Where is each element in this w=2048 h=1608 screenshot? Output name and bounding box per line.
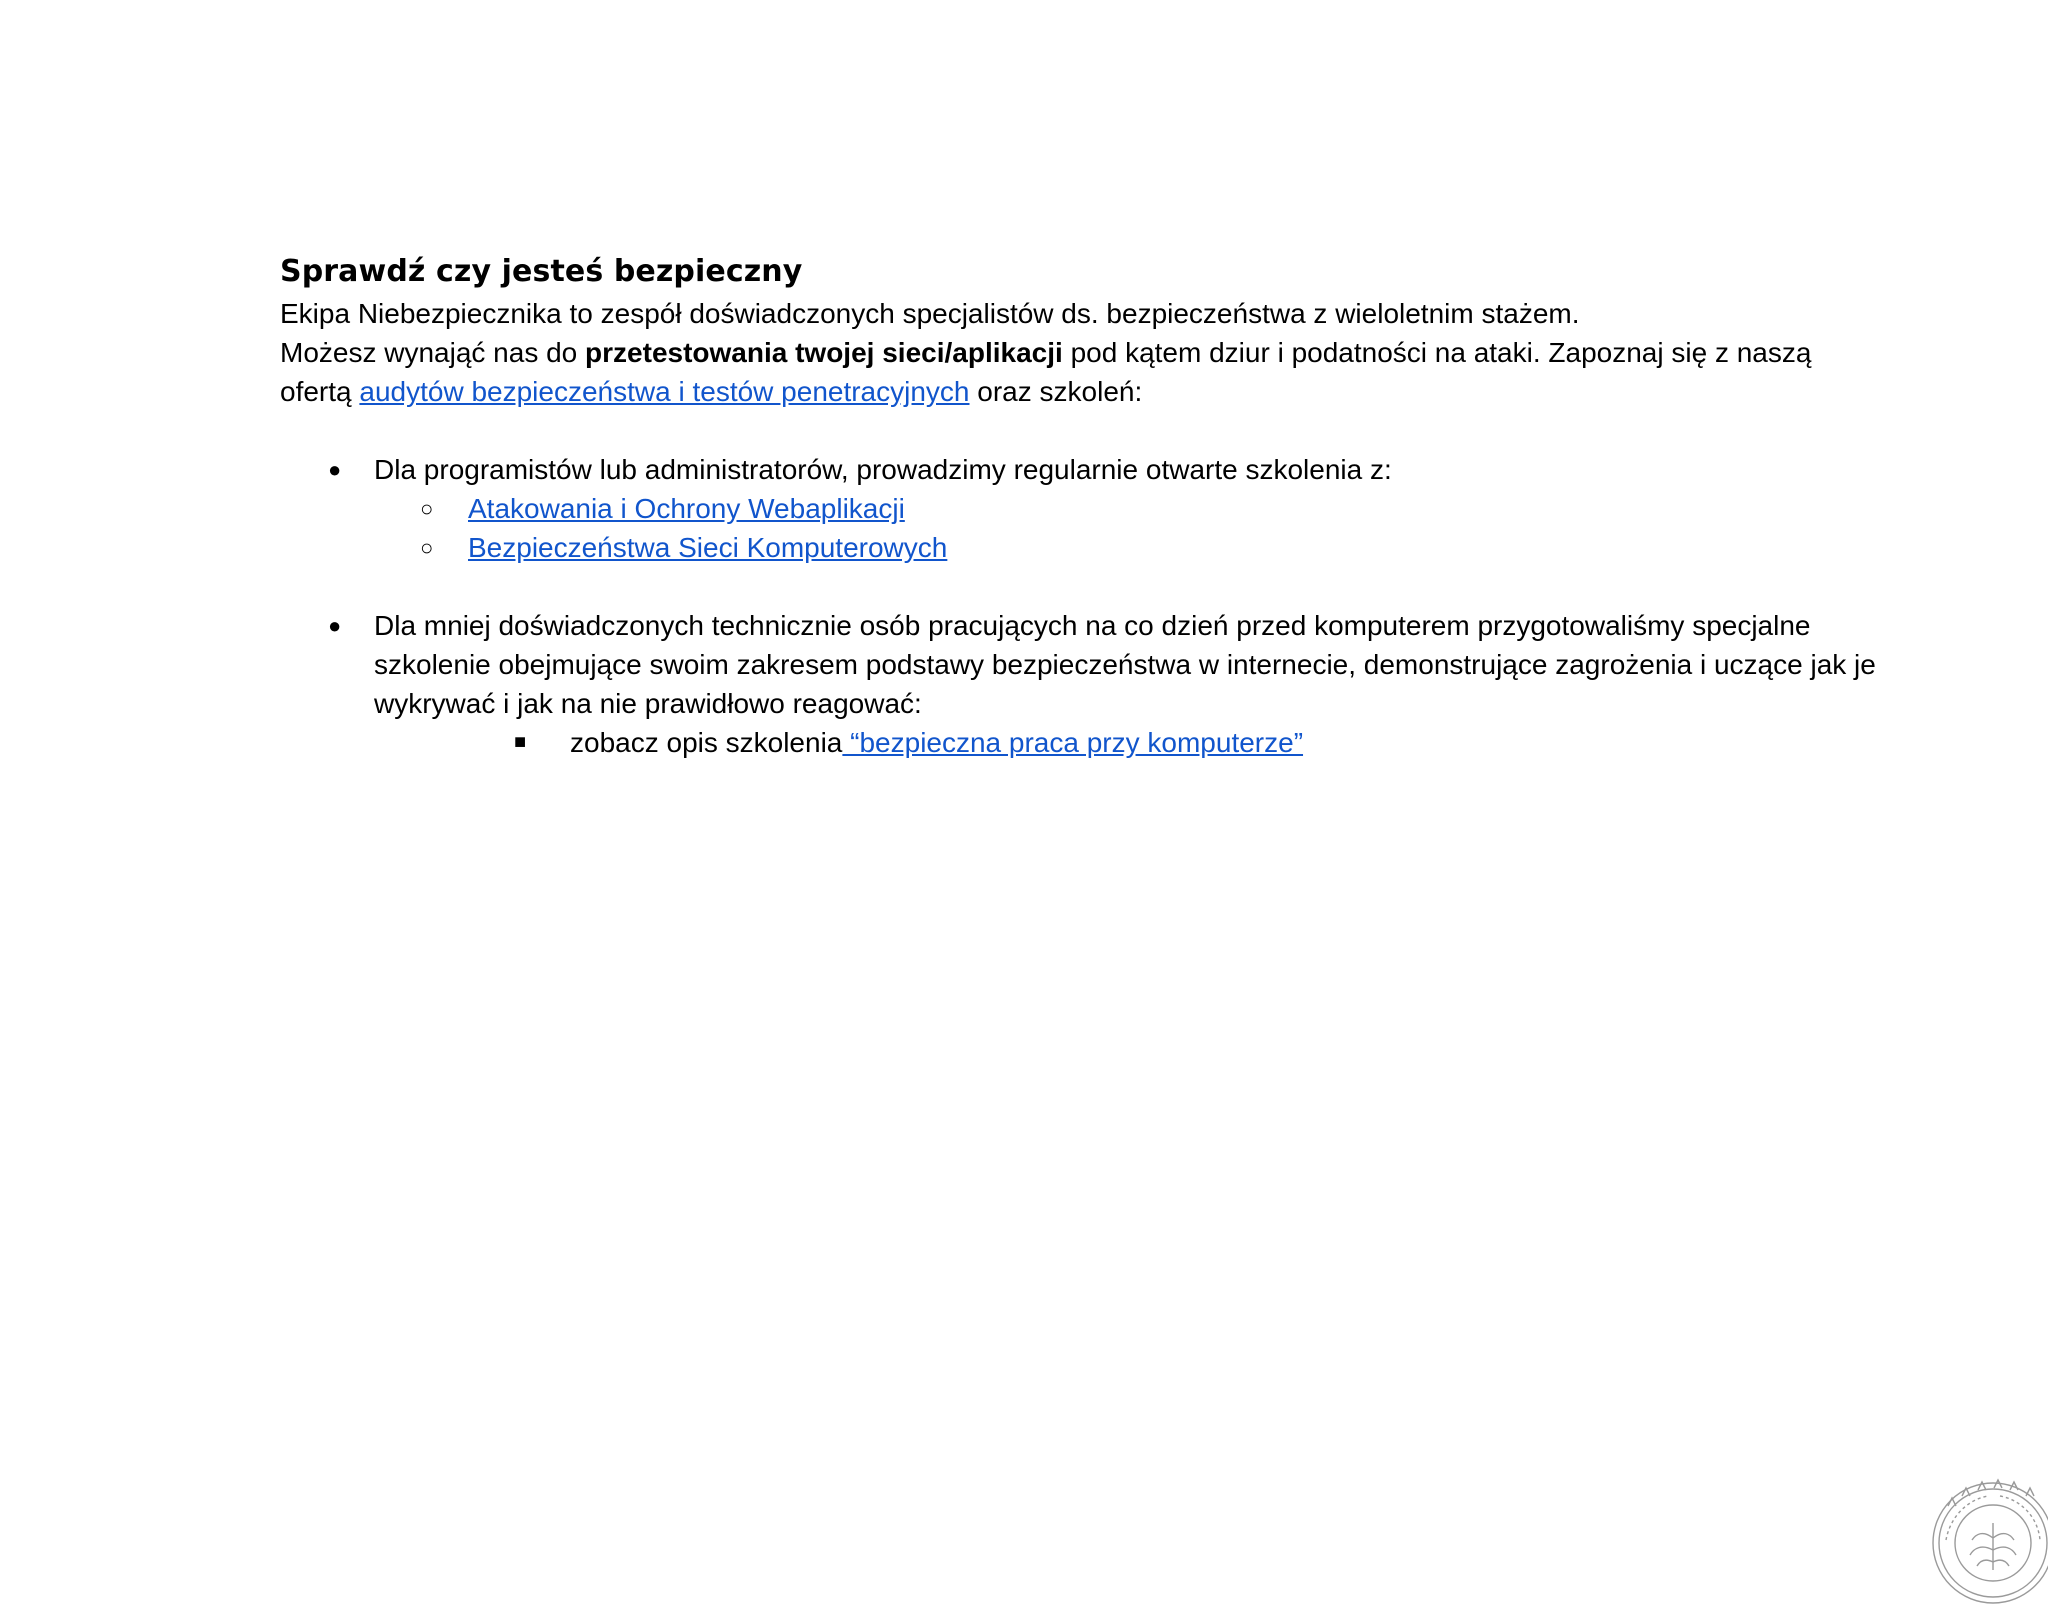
bullet-disc-icon: ●: [328, 457, 342, 482]
audits-link[interactable]: audytów bezpieczeństwa i testów penetracyjnych: [359, 376, 970, 407]
webapp-training-link[interactable]: Atakowania i Ochrony Webaplikacji: [468, 493, 905, 524]
stamp-seal-icon: [1928, 1478, 2048, 1608]
bullet-circle-icon: ○: [420, 496, 434, 521]
bullet-circle-icon: ○: [420, 535, 434, 560]
bullet-square-icon: ■: [514, 731, 527, 753]
training-list: [280, 450, 1880, 762]
page-title: Sprawdź czy jesteś bezpieczny: [280, 254, 803, 289]
list-item-text: Dla programistów lub administratorów, prowadzimy regularnie otwarte szkolenia z:: [374, 454, 1392, 485]
list-item-nontechnical: [280, 606, 1880, 762]
offer-text-start: Możesz wynająć nas do: [280, 337, 586, 368]
offer-paragraph: [280, 333, 1880, 411]
bullet-disc-icon: ●: [328, 613, 342, 638]
intro-paragraph: Ekipa Niebezpiecznika to zespół doświadczonych specjalistów ds. bezpieczeństwa z wieloletnim stażem.: [280, 298, 1580, 329]
list-item-text: Dla mniej doświadczonych technicznie osób pracujących na co dzień przed komputerem przygotowaliśmy specjalne szkolenie obejmujące swoim zakresem podstawy bezpieczeństwa w internecie, demonstrujące zagrożenia i uczące jak je wykrywać i jak na nie prawidłowo reagować:: [374, 610, 1876, 719]
list-item-programmers: [280, 450, 1880, 567]
sublist-item-webapps: [374, 489, 1880, 528]
offer-text-middle: pod kątem dziur i podatności na ataki. Zapoznaj się z naszą ofertą: [280, 337, 1812, 407]
training-description-sublist: [374, 723, 1880, 762]
document-body: [280, 252, 1880, 762]
offer-text-end: oraz szkoleń:: [969, 376, 1143, 407]
offer-bold-text: przetestowania twojej sieci/aplikacji: [585, 337, 1063, 368]
open-trainings-sublist: [374, 489, 1880, 567]
description-text: zobacz opis szkolenia: [570, 727, 843, 758]
sublist-item-networks: [374, 528, 1880, 567]
sublist-item-description: [374, 723, 1880, 762]
network-training-link[interactable]: Bezpieczeństwa Sieci Komputerowych: [468, 532, 948, 563]
safe-work-training-link[interactable]: “bezpieczna praca przy komputerze”: [842, 727, 1304, 758]
